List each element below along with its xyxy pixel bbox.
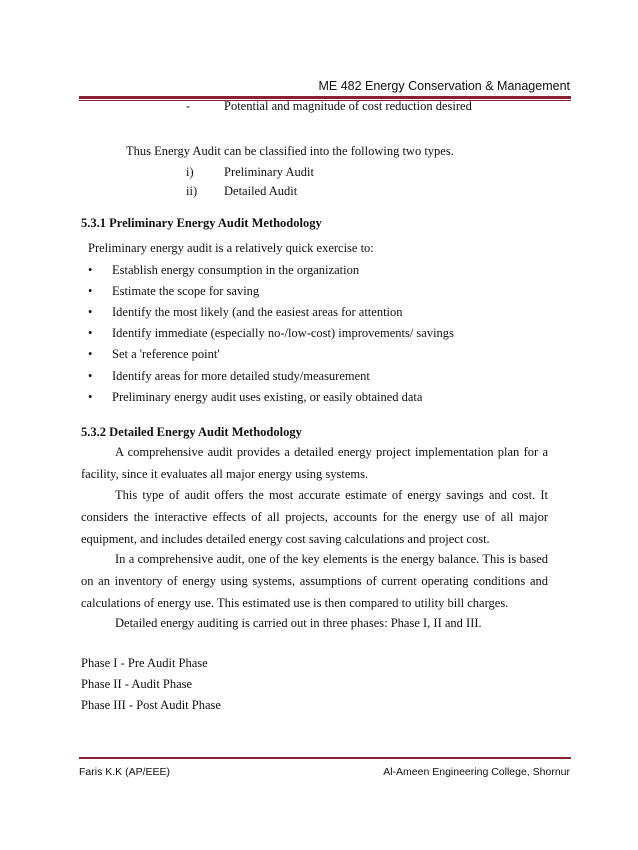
section-heading-detailed: 5.3.2 Detailed Energy Audit Methodology [81,425,302,439]
paragraph [81,612,548,634]
list-item-text: Establish energy consumption in the organization [112,263,360,277]
list-item-text: Identify the most likely (and the easiest areas for attention [112,305,403,319]
list-item [88,305,403,320]
bullet-marker: • [88,369,93,383]
paragraph [81,484,548,550]
type-num: ii) [186,184,198,198]
list-item-text: Identify immediate (especially no-/low-cost) improvements/ savings [112,326,454,340]
section-heading-preliminary: 5.3.1 Preliminary Energy Audit Methodology [81,216,322,230]
bullet-marker: • [88,326,93,340]
list-item-text: Estimate the scope for saving [112,284,260,298]
bullet-marker: • [88,390,93,404]
paragraph-text: In a comprehensive audit, one of the key elements is the energy balance. This is based on an inventory of energy using systems, assumptions of current operating conditions and calculations of energy use. This estimated use is then compared to utility bill charges. [81,552,548,610]
paragraph-text: Detailed energy auditing is carried out in three phases: Phase I, II and III. [115,616,482,630]
type-label: Preliminary Audit [224,165,314,179]
phase-line: Phase I - Pre Audit Phase [81,656,208,670]
phase-line: Phase II - Audit Phase [81,677,193,691]
bullet-marker: • [88,305,93,319]
intro-text: Thus Energy Audit can be classified into the following two types. [126,144,454,158]
list-item-text: Set a 'reference point' [112,347,220,361]
type-label: Detailed Audit [224,184,298,198]
list-item [88,369,370,384]
footer-college: Al-Ameen Engineering College, Shornur [383,766,570,778]
bullet-marker: • [88,284,93,298]
footer-author: Faris K.K (AP/EEE) [79,766,171,778]
list-item [88,284,259,299]
list-item [88,347,220,362]
list-item [88,326,454,341]
type-num: i) [186,165,194,179]
top-item-text: Potential and magnitude of cost reduction desired [224,99,472,113]
paragraph-text: This type of audit offers the most accurate estimate of energy savings and cost. It considers the interactive effects of all projects, accounts for the energy use of all major equipment, and includes detailed energy cost saving calculations and project cost. [81,488,548,546]
paragraph-text: A comprehensive audit provides a detailed energy project implementation plan for a facility, since it evaluates all major energy using systems. [81,445,548,481]
paragraph [81,548,548,614]
bullet-marker: • [88,263,93,277]
bullet-marker: • [88,347,93,361]
paragraph [81,441,548,485]
header-title: ME 482 Energy Conservation & Management [318,79,570,93]
list-item [88,390,422,405]
top-item-marker: - [186,99,191,113]
list-item-text: Preliminary energy audit uses existing, or easily obtained data [112,390,423,404]
footer-rule [79,757,571,759]
list-item-text: Identify areas for more detailed study/measurement [112,369,370,383]
list-item [88,263,359,278]
phase-line: Phase III - Post Audit Phase [81,698,221,712]
section-lead: Preliminary energy audit is a relatively quick exercise to: [88,241,374,255]
